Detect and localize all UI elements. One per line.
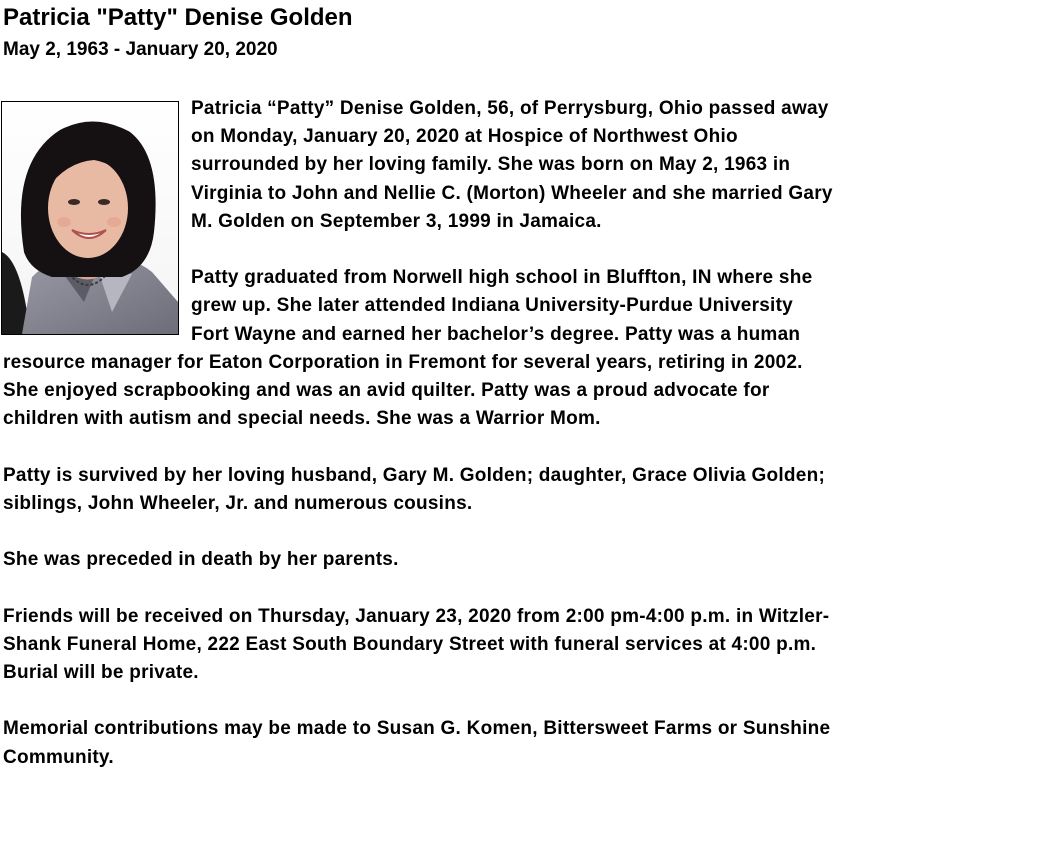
obituary-dates: May 2, 1963 - January 20, 2020	[3, 39, 278, 60]
obituary-name: Patricia "Patty" Denise Golden	[3, 4, 353, 31]
paragraph-biography: Patricia “Patty” Denise Golden, 56, of Perrysburg, Ohio passed away on Monday, January 20, 2020 at Hospice of Northwest Ohio surrounded by her loving family. She was born on May 2, 1963 in Virginia to John and Nellie C. (Morton) Wheeler and she married Gary M. Golden on September 3, 1999 in Jamaica.	[191, 98, 833, 232]
paragraph-memorials: Memorial contributions may be made to Susan G. Komen, Bittersweet Farms or Sunshine Community.	[3, 718, 831, 768]
paragraph-preceded: She was preceded in death by her parents.	[3, 549, 399, 571]
paragraph-visitation: Friends will be received on Thursday, January 23, 2020 from 2:00 pm-4:00 p.m. in Witzler-Shank Funeral Home, 222 East South Boundary Street with funeral services at 4:00 p.m. Burial will be private.	[3, 605, 830, 683]
paragraph-education-career: Patty graduated from Norwell high school in Bluffton, IN where she grew up. She later attended Indiana University-Purdue University Fort Wayne and earned her bachelor’s degree. Patty was a human resource manager for Eaton Corporation in Fremont for several years, retiring in 2002. She enjoyed scrapbooking and was an avid quilter. Patty was a proud advocate for children with autism and special needs. She was a Warrior Mom.	[3, 267, 813, 430]
obituary-body	[3, 95, 833, 800]
paragraph-survivors: Patty is survived by her loving husband, Gary M. Golden; daughter, Grace Olivia Golden; siblings, John Wheeler, Jr. and numerous cousins.	[3, 464, 826, 514]
portrait-photo	[1, 101, 179, 335]
